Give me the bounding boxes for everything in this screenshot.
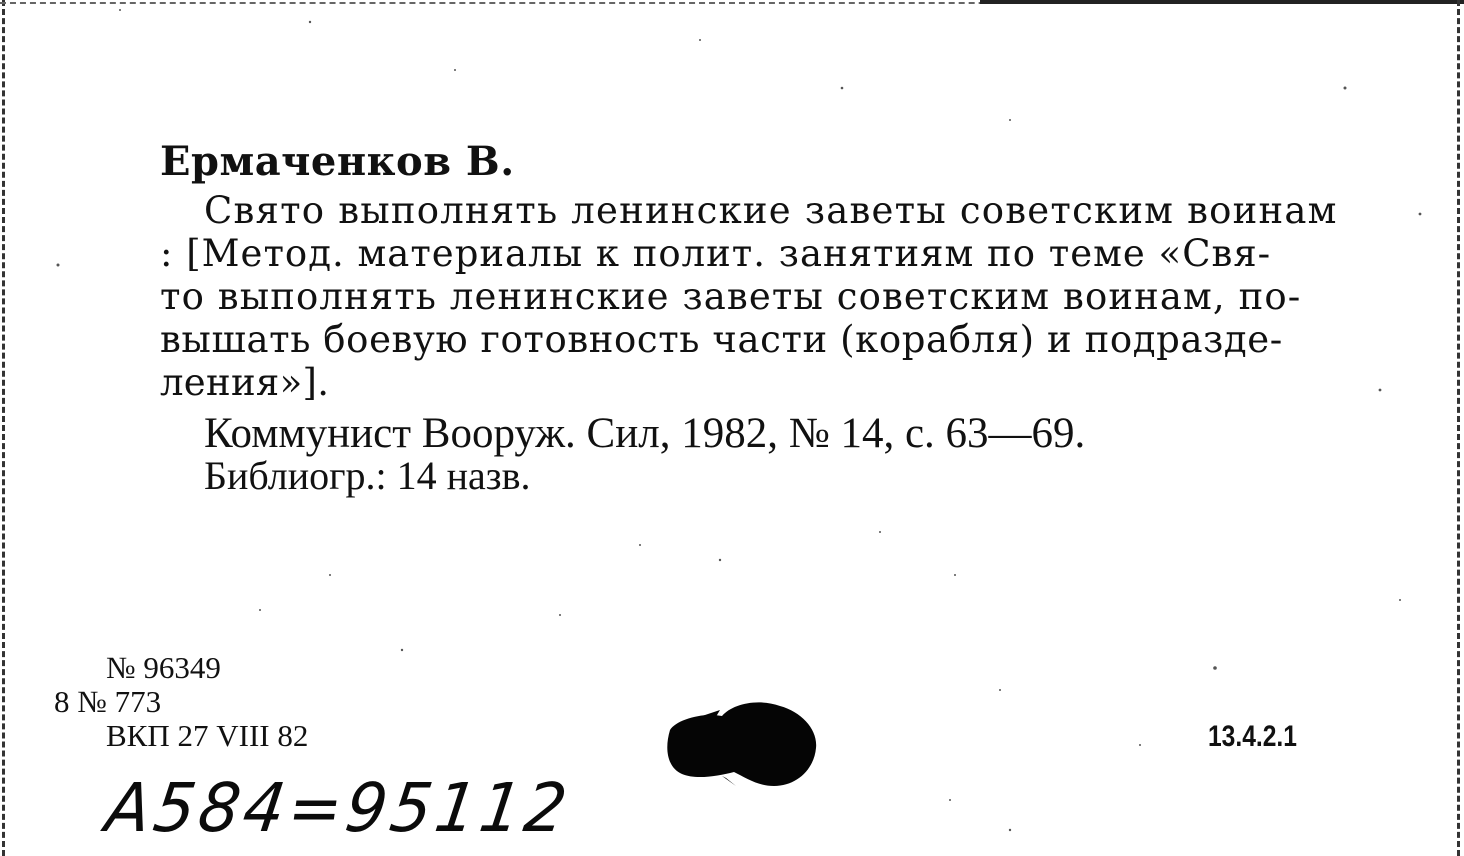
publication-date: ВКП 27 VIII 82 [106, 718, 309, 753]
title-line-4: вышать боевую готовность части (корабля) и подразде- [160, 318, 1283, 361]
handwritten-inventory-number: А584=95112 [101, 770, 576, 848]
classification-code: 13.4.2.1 [1208, 720, 1297, 753]
title-line-1: Свято выполнять ленинские заветы советским воинам [204, 189, 1338, 232]
source-citation: Коммунист Вооруж. Сил, 1982, № 14, с. 63—69. [204, 410, 1086, 457]
issue-number: 8 № 773 [54, 684, 162, 719]
ink-blot [662, 690, 822, 790]
record-number: № 96349 [106, 650, 221, 685]
author-name: Ермаченков В. [160, 138, 515, 185]
card-left-border [2, 0, 5, 856]
card-top-edge [980, 0, 1464, 4]
card-right-border [1457, 0, 1460, 856]
title-line-3: то выполнять ленинские заветы советским воинам, по- [160, 275, 1302, 318]
title-line-5: ления»]. [160, 361, 330, 404]
title-line-2: : [Метод. материалы к полит. занятиям по теме «Свя- [160, 232, 1272, 275]
bibliography-note: Библиогр.: 14 назв. [204, 453, 531, 498]
